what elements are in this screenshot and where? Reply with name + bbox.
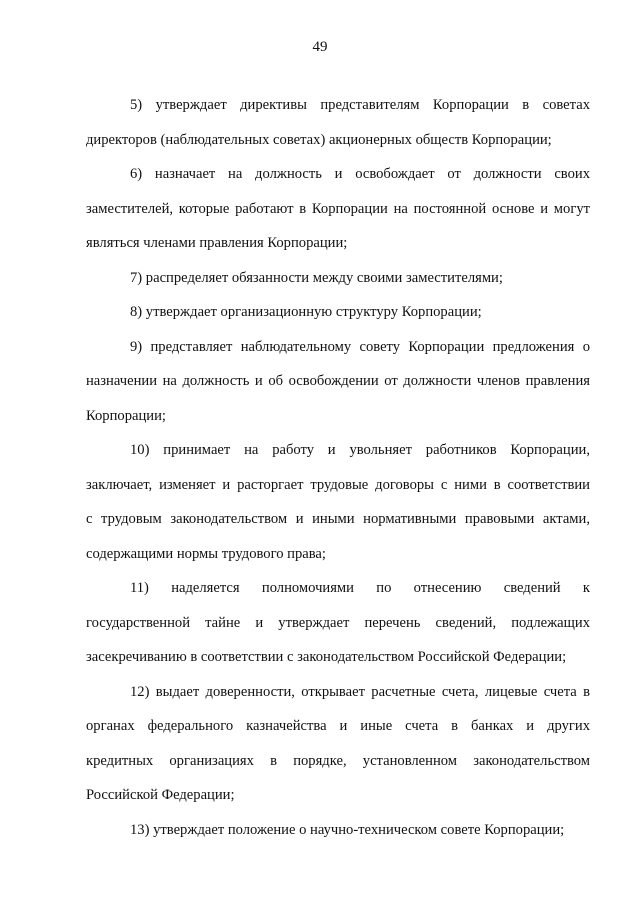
paragraph-line: заместителей, которые работают в Корпорации на постоянной основе и могут (86, 200, 590, 217)
paragraph-line: 7) распределяет обязанности между своими заместителями; (130, 269, 503, 286)
paragraph-line: являться членами правления Корпорации; (86, 235, 348, 251)
paragraph-line: засекречиванию в соответствии с законодательством Российской Федерации; (86, 649, 567, 665)
document-body (86, 88, 590, 847)
paragraph-line: с трудовым законодательством и иными нормативными правовыми актами, (86, 511, 590, 527)
list-item-paragraph (86, 813, 590, 848)
paragraph-line: 10) принимает на работу и увольняет работников Корпорации, (130, 442, 590, 458)
paragraph-line: органах федерального казначейства и иные счета в банках и других (86, 718, 590, 734)
paragraph-line: 12) выдает доверенности, открывает расчетные счета, лицевые счета в (130, 683, 590, 700)
list-item-paragraph (86, 295, 590, 330)
paragraph-line: 11) наделяется полномочиями по отнесению сведений к (130, 580, 590, 596)
paragraph-line: 8) утверждает организационную структуру Корпорации; (130, 304, 482, 320)
paragraph-line: назначении на должность и об освобождении от должности членов правления (86, 373, 590, 389)
list-item-paragraph (86, 433, 590, 571)
paragraph-line: заключает, изменяет и расторгает трудовые договоры с ними в соответствии (86, 476, 590, 493)
paragraph-line: Корпорации; (86, 407, 166, 424)
paragraph-line: 6) назначает на должность и освобождает от должности своих (130, 166, 590, 182)
paragraph-line: кредитных организациях в порядке, установленном законодательством (86, 752, 590, 769)
paragraph-line: директоров (наблюдательных советах) акционерных обществ Корпорации; (86, 131, 552, 148)
page-number: 49 (312, 39, 328, 55)
list-item-paragraph (86, 571, 590, 675)
list-item-paragraph (86, 88, 590, 157)
paragraph-line: содержащими нормы трудового права; (86, 545, 326, 562)
paragraph-line: Российской Федерации; (86, 787, 235, 803)
list-item-paragraph (86, 157, 590, 261)
paragraph-line: 9) представляет наблюдательному совету Корпорации предложения о (130, 338, 590, 355)
paragraph-line: 13) утверждает положение о научно-техническом совете Корпорации; (130, 821, 565, 838)
list-item-paragraph (86, 261, 590, 296)
list-item-paragraph (86, 675, 590, 813)
paragraph-line: государственной тайне и утверждает перечень сведений, подлежащих (86, 614, 590, 631)
list-item-paragraph (86, 330, 590, 434)
paragraph-line: 5) утверждает директивы представителям Корпорации в советах (130, 97, 590, 113)
